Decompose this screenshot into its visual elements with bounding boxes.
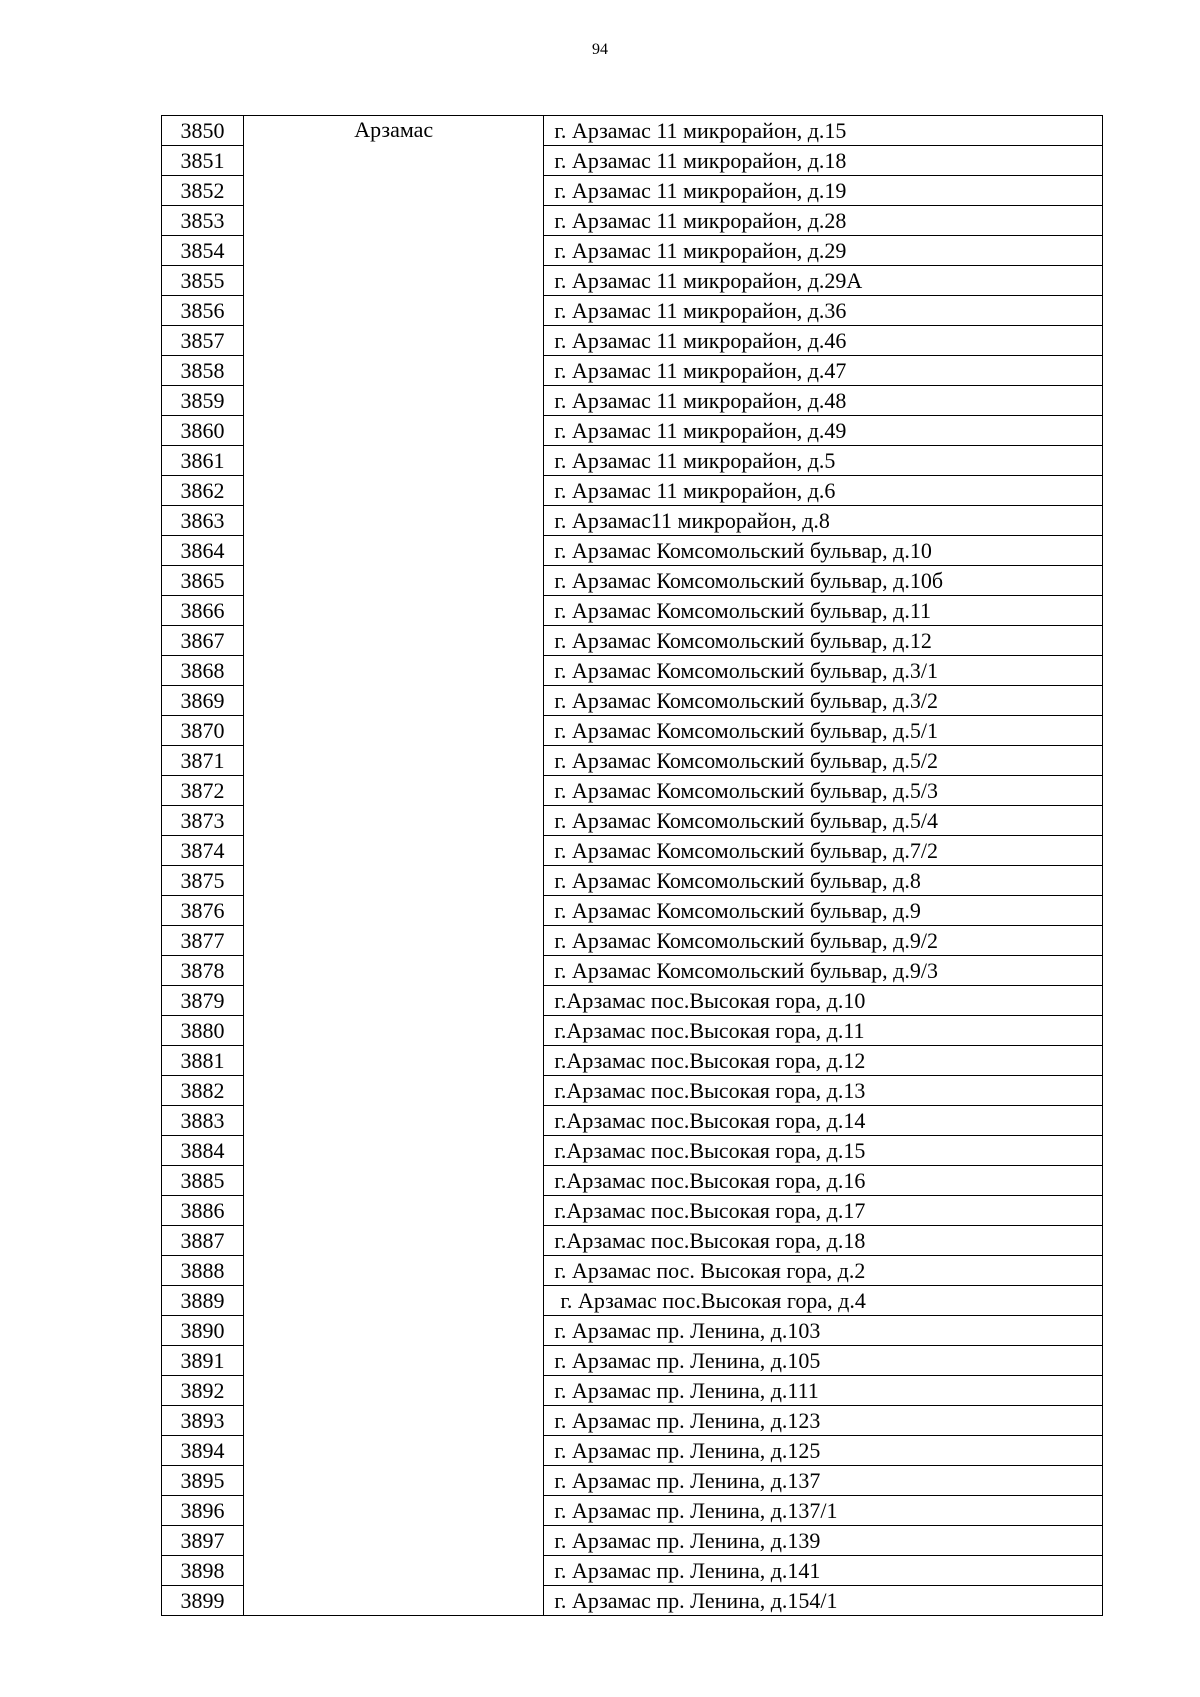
address-cell: г. Арзамас 11 микрорайон, д.5	[544, 446, 1103, 476]
row-number: 3868	[162, 656, 244, 686]
row-number: 3855	[162, 266, 244, 296]
row-number: 3852	[162, 176, 244, 206]
address-cell: г. Арзамас11 микрорайон, д.8	[544, 506, 1103, 536]
address-cell: г. Арзамас пос.Высокая гора, д.4	[544, 1286, 1103, 1316]
row-number: 3871	[162, 746, 244, 776]
row-number: 3859	[162, 386, 244, 416]
row-number: 3858	[162, 356, 244, 386]
row-number: 3893	[162, 1406, 244, 1436]
address-cell: г. Арзамас пос. Высокая гора, д.2	[544, 1256, 1103, 1286]
address-cell: г. Арзамас пр. Ленина, д.103	[544, 1316, 1103, 1346]
row-number: 3861	[162, 446, 244, 476]
table-row	[162, 116, 1103, 146]
row-number: 3876	[162, 896, 244, 926]
row-number: 3879	[162, 986, 244, 1016]
row-number: 3850	[162, 116, 244, 146]
address-cell: г. Арзамас 11 микрорайон, д.36	[544, 296, 1103, 326]
address-cell: г. Арзамас пр. Ленина, д.125	[544, 1436, 1103, 1466]
row-number: 3889	[162, 1286, 244, 1316]
address-cell: г. Арзамас пр. Ленина, д.137/1	[544, 1496, 1103, 1526]
row-number: 3875	[162, 866, 244, 896]
row-number: 3865	[162, 566, 244, 596]
row-number: 3881	[162, 1046, 244, 1076]
address-cell: г. Арзамас 11 микрорайон, д.49	[544, 416, 1103, 446]
page-number: 94	[592, 41, 608, 58]
row-number: 3895	[162, 1466, 244, 1496]
address-cell: г.Арзамас пос.Высокая гора, д.13	[544, 1076, 1103, 1106]
row-number: 3883	[162, 1106, 244, 1136]
address-cell: г. Арзамас 11 микрорайон, д.29	[544, 236, 1103, 266]
row-number: 3892	[162, 1376, 244, 1406]
row-number: 3854	[162, 236, 244, 266]
address-cell: г.Арзамас пос.Высокая гора, д.11	[544, 1016, 1103, 1046]
address-cell: г. Арзамас Комсомольский бульвар, д.5/2	[544, 746, 1103, 776]
row-number: 3864	[162, 536, 244, 566]
address-cell: г.Арзамас пос.Высокая гора, д.14	[544, 1106, 1103, 1136]
address-cell: г. Арзамас 11 микрорайон, д.48	[544, 386, 1103, 416]
address-table-body	[162, 116, 1103, 1616]
address-cell: г.Арзамас пос.Высокая гора, д.12	[544, 1046, 1103, 1076]
row-number: 3888	[162, 1256, 244, 1286]
address-cell: г. Арзамас пр. Ленина, д.154/1	[544, 1586, 1103, 1616]
row-number: 3886	[162, 1196, 244, 1226]
address-cell: г. Арзамас пр. Ленина, д.111	[544, 1376, 1103, 1406]
address-cell: г. Арзамас 11 микрорайон, д.47	[544, 356, 1103, 386]
row-number: 3896	[162, 1496, 244, 1526]
address-table	[161, 115, 1103, 1616]
address-cell: г. Арзамас 11 микрорайон, д.18	[544, 146, 1103, 176]
row-number: 3885	[162, 1166, 244, 1196]
address-cell: г. Арзамас 11 микрорайон, д.15	[544, 116, 1103, 146]
row-number: 3897	[162, 1526, 244, 1556]
city-name: Арзамас	[244, 116, 544, 1616]
row-number: 3898	[162, 1556, 244, 1586]
address-cell: г. Арзамас 11 микрорайон, д.28	[544, 206, 1103, 236]
row-number: 3878	[162, 956, 244, 986]
address-cell: г. Арзамас 11 микрорайон, д.46	[544, 326, 1103, 356]
row-number: 3874	[162, 836, 244, 866]
address-cell: г. Арзамас Комсомольский бульвар, д.5/4	[544, 806, 1103, 836]
row-number: 3866	[162, 596, 244, 626]
address-cell: г. Арзамас Комсомольский бульвар, д.8	[544, 866, 1103, 896]
address-cell: г. Арзамас пр. Ленина, д.137	[544, 1466, 1103, 1496]
row-number: 3860	[162, 416, 244, 446]
address-cell: г. Арзамас Комсомольский бульвар, д.10б	[544, 566, 1103, 596]
row-number: 3867	[162, 626, 244, 656]
row-number: 3853	[162, 206, 244, 236]
row-number: 3872	[162, 776, 244, 806]
row-number: 3891	[162, 1346, 244, 1376]
row-number: 3877	[162, 926, 244, 956]
address-cell: г. Арзамас Комсомольский бульвар, д.5/1	[544, 716, 1103, 746]
row-number: 3882	[162, 1076, 244, 1106]
address-cell: г.Арзамас пос.Высокая гора, д.10	[544, 986, 1103, 1016]
address-cell: г. Арзамас Комсомольский бульвар, д.12	[544, 626, 1103, 656]
address-cell: г. Арзамас 11 микрорайон, д.19	[544, 176, 1103, 206]
row-number: 3870	[162, 716, 244, 746]
address-cell: г.Арзамас пос.Высокая гора, д.18	[544, 1226, 1103, 1256]
address-cell: г. Арзамас пр. Ленина, д.123	[544, 1406, 1103, 1436]
address-cell: г. Арзамас Комсомольский бульвар, д.7/2	[544, 836, 1103, 866]
row-number: 3887	[162, 1226, 244, 1256]
address-cell: г.Арзамас пос.Высокая гора, д.17	[544, 1196, 1103, 1226]
address-cell: г. Арзамас 11 микрорайон, д.29А	[544, 266, 1103, 296]
address-cell: г. Арзамас Комсомольский бульвар, д.5/3	[544, 776, 1103, 806]
address-cell: г. Арзамас пр. Ленина, д.141	[544, 1556, 1103, 1586]
address-cell: г. Арзамас Комсомольский бульвар, д.9/2	[544, 926, 1103, 956]
row-number: 3880	[162, 1016, 244, 1046]
address-cell: г. Арзамас Комсомольский бульвар, д.9/3	[544, 956, 1103, 986]
address-cell: г. Арзамас Комсомольский бульвар, д.3/2	[544, 686, 1103, 716]
address-cell: г. Арзамас 11 микрорайон, д.6	[544, 476, 1103, 506]
row-number: 3899	[162, 1586, 244, 1616]
row-number: 3869	[162, 686, 244, 716]
row-number: 3862	[162, 476, 244, 506]
row-number: 3857	[162, 326, 244, 356]
row-number: 3863	[162, 506, 244, 536]
address-cell: г.Арзамас пос.Высокая гора, д.15	[544, 1136, 1103, 1166]
row-number: 3890	[162, 1316, 244, 1346]
address-cell: г. Арзамас Комсомольский бульвар, д.10	[544, 536, 1103, 566]
address-cell: г. Арзамас Комсомольский бульвар, д.3/1	[544, 656, 1103, 686]
address-cell: г.Арзамас пос.Высокая гора, д.16	[544, 1166, 1103, 1196]
row-number: 3873	[162, 806, 244, 836]
address-cell: г. Арзамас Комсомольский бульвар, д.9	[544, 896, 1103, 926]
address-cell: г. Арзамас пр. Ленина, д.105	[544, 1346, 1103, 1376]
row-number: 3894	[162, 1436, 244, 1466]
address-cell: г. Арзамас Комсомольский бульвар, д.11	[544, 596, 1103, 626]
address-cell: г. Арзамас пр. Ленина, д.139	[544, 1526, 1103, 1556]
row-number: 3851	[162, 146, 244, 176]
row-number: 3856	[162, 296, 244, 326]
row-number: 3884	[162, 1136, 244, 1166]
